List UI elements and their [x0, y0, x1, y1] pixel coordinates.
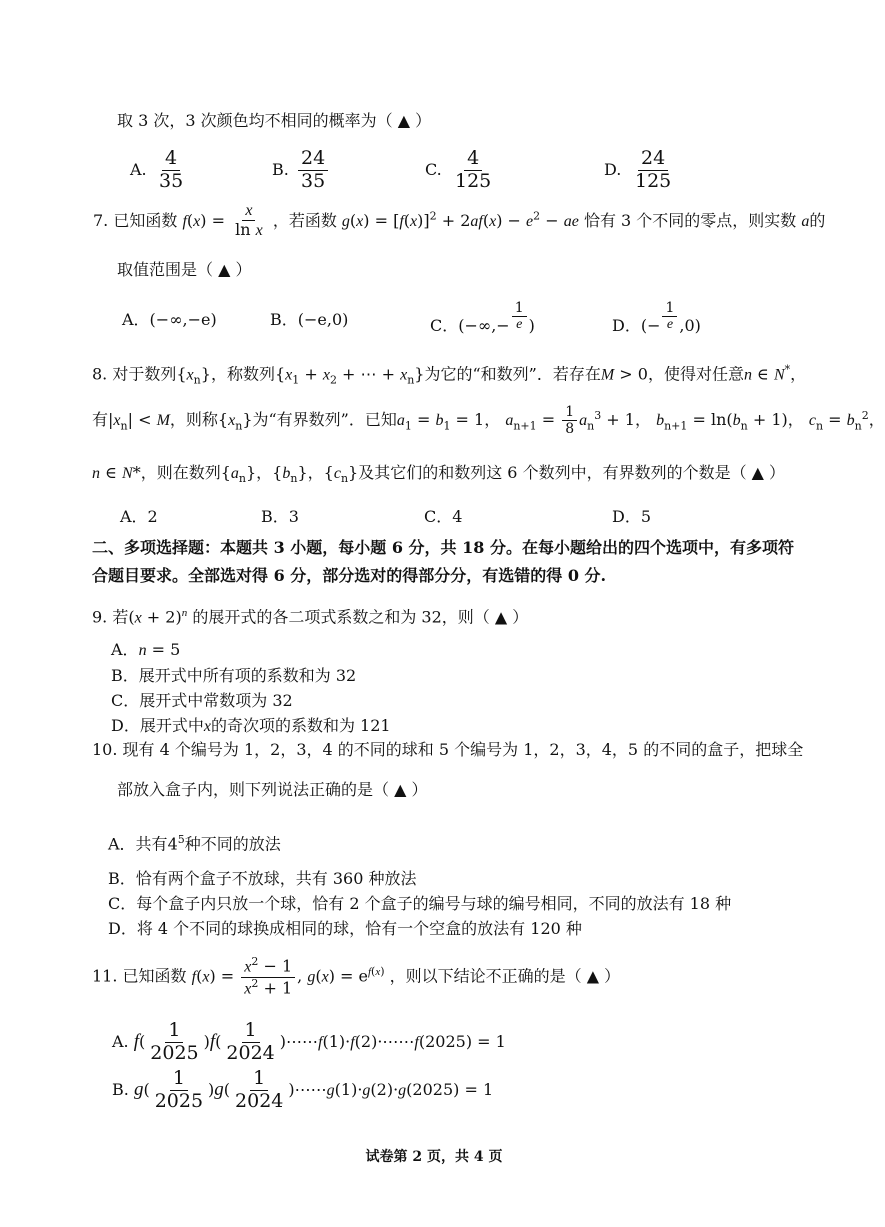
q8-stem-line3: n ∈ N*，则在数列$\{a_n\}$，$\{b_n\}$，$\{c_n\}$及其它们的和数列这 6 个数列中，有界数列的个数是（ ▲ ）	[92, 463, 786, 486]
q11-option-b: B. g( $\frac{1}{2025}$ )g( $\frac{1}{2024}$ )⋯⋯g(1)·g(2)·g(2025) = 1	[112, 1067, 494, 1112]
q10-stem-line1: 10. 现有 4 个编号为 1，2，3，4 的不同的球和 5 个编号为 1，2，3，4，5 的不同的盒子，把球全	[92, 740, 804, 759]
q11-stem: 11. 已知函数 f(x) = $\frac{x^2 - 1}{x^2 + 1}$ , $g(x) = e^{f(x)}$ ，则以下结论不正确的是（ ▲ ）	[92, 955, 621, 998]
q11-option-a: A. f( $\frac{1}{2025}$ )f( $\frac{1}{2024}$ )⋯⋯f(1)·f(2)·⋯⋯f(2025) = 1	[112, 1019, 506, 1064]
q6-option-d-label: D.	[604, 160, 622, 179]
q7-stem-line2: 取值范围是（ ▲ ）	[117, 260, 252, 279]
q6-option-a-label: A.	[130, 160, 147, 179]
section-2-heading: 二、多项选择题：本题共 3 小题，每小题 6 分，共 18 分。在每小题给出的四个选项中，有多项符	[92, 538, 794, 557]
q10-option-d: D．将 4 个不同的球换成相同的球，恰有一个空盒的放法有 120 种	[108, 919, 582, 938]
q6-stem: 取 3 次，3 次颜色均不相同的概率为（ ▲ ）	[117, 111, 432, 130]
q9-option-c: C．展开式中常数项为 32	[111, 691, 293, 710]
q10-option-b: B．恰有两个盒子不放球，共有 360 种放法	[108, 869, 417, 888]
q8-option-c: C．4	[424, 507, 463, 526]
q10-stem-line2: 部放入盒子内，则下列说法正确的是（ ▲ ）	[117, 780, 428, 799]
q8-option-d: D．5	[612, 507, 652, 526]
q6-option-c-value: $\frac{4}{125}$	[455, 147, 492, 192]
q10-option-c: C．每个盒子内只放一个球，恰有 2 个盒子的编号与球的编号相同，不同的放法有 18 种	[108, 894, 732, 913]
q9-option-a: A．n = 5	[111, 640, 181, 659]
q7-stem: 7. 已知函数 f(x) = $\frac{x}{\text{ln x}}$ ，若函数 $g(x) = [f(x)]^2 + 2af(x) - e^2$ − ae 恰有 3 个不同的零点，则实数 a的	[93, 202, 826, 240]
section-2-instructions: 合题目要求。全部选对得 6 分，部分选对的得部分分，有选错的得 0 分.	[92, 566, 607, 585]
q8-option-b: B．3	[261, 507, 299, 526]
q10-option-a: A．共有$4^5$种不同的放法	[108, 833, 281, 854]
page-footer: 试卷第 2 页，共 4 页	[365, 1149, 503, 1165]
q9-stem: 9. 若$(x + 2)^n$ 的展开式的各二项式系数之和为 32，则（ ▲ ）	[92, 607, 529, 627]
q6-option-c-label: C.	[425, 160, 442, 179]
q8-option-a: A．2	[120, 507, 158, 526]
q6-option-b-value: $\frac{24}{35}$	[298, 148, 328, 193]
q8-options	[120, 507, 680, 527]
q9-option-b: B．展开式中所有项的系数和为 32	[111, 666, 357, 685]
q7-option-a: A．(−∞,−e)	[122, 310, 217, 329]
q8-stem-line2: 有$|x_n| < M$，则称$\{x_n\}$为“有界数列”．已知$a_1 = b_1 = 1$， $a_{n+1}$ = $\frac{1}{8}$ $a_n^3 + 1$， $b_{n+1} = \ln(b_n + 1)$， $c_n = b_n^2$，	[92, 404, 885, 438]
q7-option-d: D．(− $\frac{1}{e}$ ,0)	[612, 300, 701, 336]
q6-option-d-value: $\frac{24}{125}$	[635, 147, 672, 192]
q7-option-c: C．(−∞,− $\frac{1}{e}$ )	[430, 300, 535, 336]
q6-option-a-value: $\frac{4}{35}$	[159, 147, 184, 192]
q6-option-b-label: B.	[272, 160, 289, 179]
q9-option-d: D．展开式中x的奇次项的系数和为 121	[111, 716, 391, 735]
q7-option-b: B．(−e,0)	[270, 310, 349, 329]
q8-stem-line1: 8. 对于数列$\{x_n\}$，称数列{$x_1 + x_2$ + ⋯ + $x_n$}为它的“和数列”．若存在M > 0，使得对任意n ∈ N*，	[92, 363, 807, 387]
